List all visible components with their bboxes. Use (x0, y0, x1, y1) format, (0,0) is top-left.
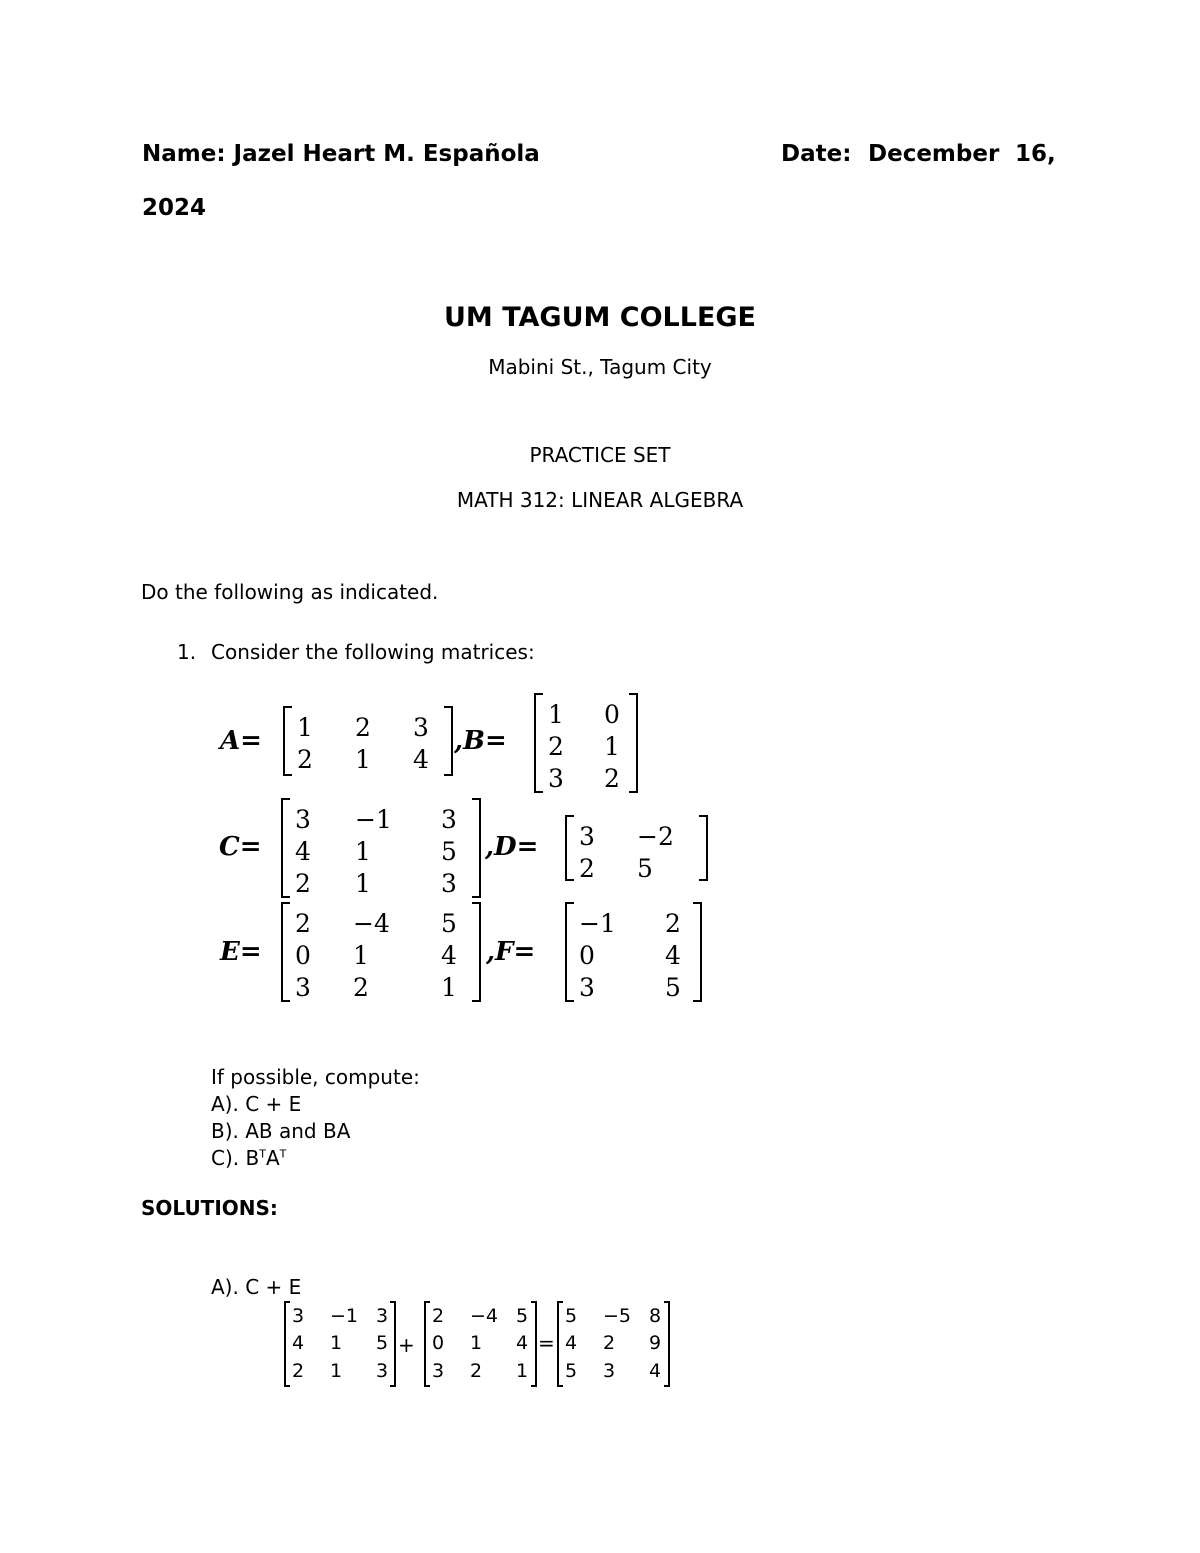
matrix-a (283, 706, 453, 776)
solutions-title: SOLUTIONS: (141, 1196, 278, 1220)
matrix-cell: 2 (604, 764, 620, 793)
matrix-cell: 2 (295, 869, 311, 898)
matrix-cell: −1 (355, 805, 392, 834)
matrix-cell: 4 (649, 1359, 662, 1382)
solution-a-label: A). C + E (211, 1275, 302, 1299)
matrix-cell: 1 (470, 1332, 483, 1355)
matrix-cell: 1 (330, 1359, 343, 1382)
date-month: December (868, 141, 1000, 167)
matrix-cell: 5 (516, 1305, 529, 1327)
matrix-cell: 3 (413, 713, 429, 742)
matrix-cell: 1 (355, 837, 371, 866)
compute-c-mid: A (265, 1146, 280, 1170)
matrix-cell: 3 (603, 1359, 616, 1382)
set-title: PRACTICE SET (529, 443, 671, 467)
matrix-cell: 5 (665, 973, 681, 1002)
matrix-cell: 5 (376, 1332, 389, 1355)
matrix-cell: 2 (295, 909, 311, 938)
matrix-e (281, 902, 481, 1002)
matrix-cell: 1 (441, 973, 457, 1002)
matrix-cell: −1 (330, 1305, 359, 1327)
matrix-cell: 5 (565, 1305, 578, 1327)
matrix-cell: 2 (579, 854, 595, 883)
matrix-cell: 1 (330, 1332, 343, 1355)
matrix-cell: 3 (432, 1359, 445, 1382)
matrix-cell: 3 (579, 973, 595, 1002)
matrix-cell: 1 (353, 941, 369, 970)
matrix-cell: 4 (665, 941, 681, 970)
matrix-cell: 1 (604, 732, 620, 761)
matrix-cell: 1 (548, 700, 564, 729)
matrix-cell: 3 (441, 805, 457, 834)
matrix-cell: 2 (432, 1305, 445, 1327)
matrix-cell: 4 (516, 1332, 529, 1355)
matrix-c (281, 798, 481, 898)
matrix-cell: 3 (579, 822, 595, 851)
matrix-cell: 3 (376, 1359, 389, 1382)
matrix-cell: 2 (470, 1359, 483, 1382)
matrix-e-label: E= (220, 937, 262, 967)
date-label: Date: (781, 141, 852, 167)
matrix-cell: 4 (292, 1332, 305, 1355)
compute-a: A). C + E (211, 1092, 302, 1116)
matrix-cell: 1 (516, 1359, 529, 1382)
matrix-cell: 3 (295, 973, 311, 1002)
matrix-cell: 9 (649, 1332, 662, 1355)
date-day: 16, (1015, 141, 1056, 167)
matrix-cell: 2 (355, 713, 371, 742)
matrix-cell: 0 (295, 941, 311, 970)
matrix-d (565, 815, 708, 881)
solution-matrix-result (557, 1301, 670, 1387)
matrix-a-label: A= (220, 726, 262, 756)
matrix-c-label: C= (219, 832, 262, 862)
item-number: 1. (177, 640, 197, 664)
matrix-cell: 0 (432, 1332, 445, 1355)
compute-c-prefix: C). B (211, 1146, 260, 1170)
matrix-cell: 1 (355, 745, 371, 774)
matrix-cell: 0 (579, 941, 595, 970)
date-year: 2024 (142, 195, 207, 221)
matrix-cell: 4 (295, 837, 311, 866)
matrix-cell: −2 (637, 822, 674, 851)
matrix-cell: 2 (665, 909, 681, 938)
matrix-cell: −4 (353, 909, 390, 938)
compute-c-sup2: T (279, 1147, 287, 1161)
matrix-cell: 3 (295, 805, 311, 834)
matrix-cell: 4 (565, 1332, 578, 1355)
matrix-cell: 2 (292, 1359, 305, 1382)
solution-matrix-e (424, 1301, 537, 1387)
matrix-cell: 4 (413, 745, 429, 774)
matrix-d-label: ,D= (485, 832, 539, 862)
equals-sign: = (538, 1331, 555, 1355)
matrix-cell: 5 (441, 909, 457, 938)
solution-matrix-c (284, 1301, 396, 1387)
institution-address: Mabini St., Tagum City (488, 355, 712, 379)
compute-intro: If possible, compute: (211, 1065, 420, 1089)
matrix-b (534, 693, 638, 793)
matrix-cell: 2 (548, 732, 564, 761)
matrix-cell: 1 (297, 713, 313, 742)
instructions: Do the following as indicated. (141, 580, 439, 604)
matrix-cell: −5 (603, 1305, 632, 1327)
matrix-cell: 2 (603, 1332, 616, 1355)
matrix-cell: 4 (441, 941, 457, 970)
matrix-cell: 1 (355, 869, 371, 898)
matrix-cell: 5 (637, 854, 653, 883)
matrix-cell: −1 (579, 909, 616, 938)
matrix-cell: 2 (297, 745, 313, 774)
matrix-f-label: ,F= (486, 937, 536, 967)
compute-b: B). AB and BA (211, 1119, 351, 1143)
course-title: MATH 312: LINEAR ALGEBRA (456, 488, 744, 512)
compute-c (211, 1146, 286, 1170)
matrix-f (565, 902, 702, 1002)
matrix-cell: −4 (470, 1305, 499, 1327)
matrix-cell: 5 (441, 837, 457, 866)
item-text: Consider the following matrices: (211, 640, 535, 664)
matrix-b-label: ,B= (454, 726, 507, 756)
matrix-cell: 3 (548, 764, 564, 793)
matrix-cell: 0 (604, 700, 620, 729)
plus-sign: + (398, 1333, 415, 1357)
matrix-cell: 8 (649, 1305, 662, 1327)
matrix-cell: 5 (565, 1359, 578, 1382)
matrix-cell: 3 (292, 1305, 305, 1327)
matrix-cell: 3 (441, 869, 457, 898)
student-name: Name: Jazel Heart M. Española (142, 141, 540, 167)
matrix-cell: 3 (376, 1305, 389, 1327)
institution-title: UM TAGUM COLLEGE (444, 302, 756, 333)
matrix-cell: 2 (353, 973, 369, 1002)
compute-c-sup1: T (259, 1147, 266, 1161)
